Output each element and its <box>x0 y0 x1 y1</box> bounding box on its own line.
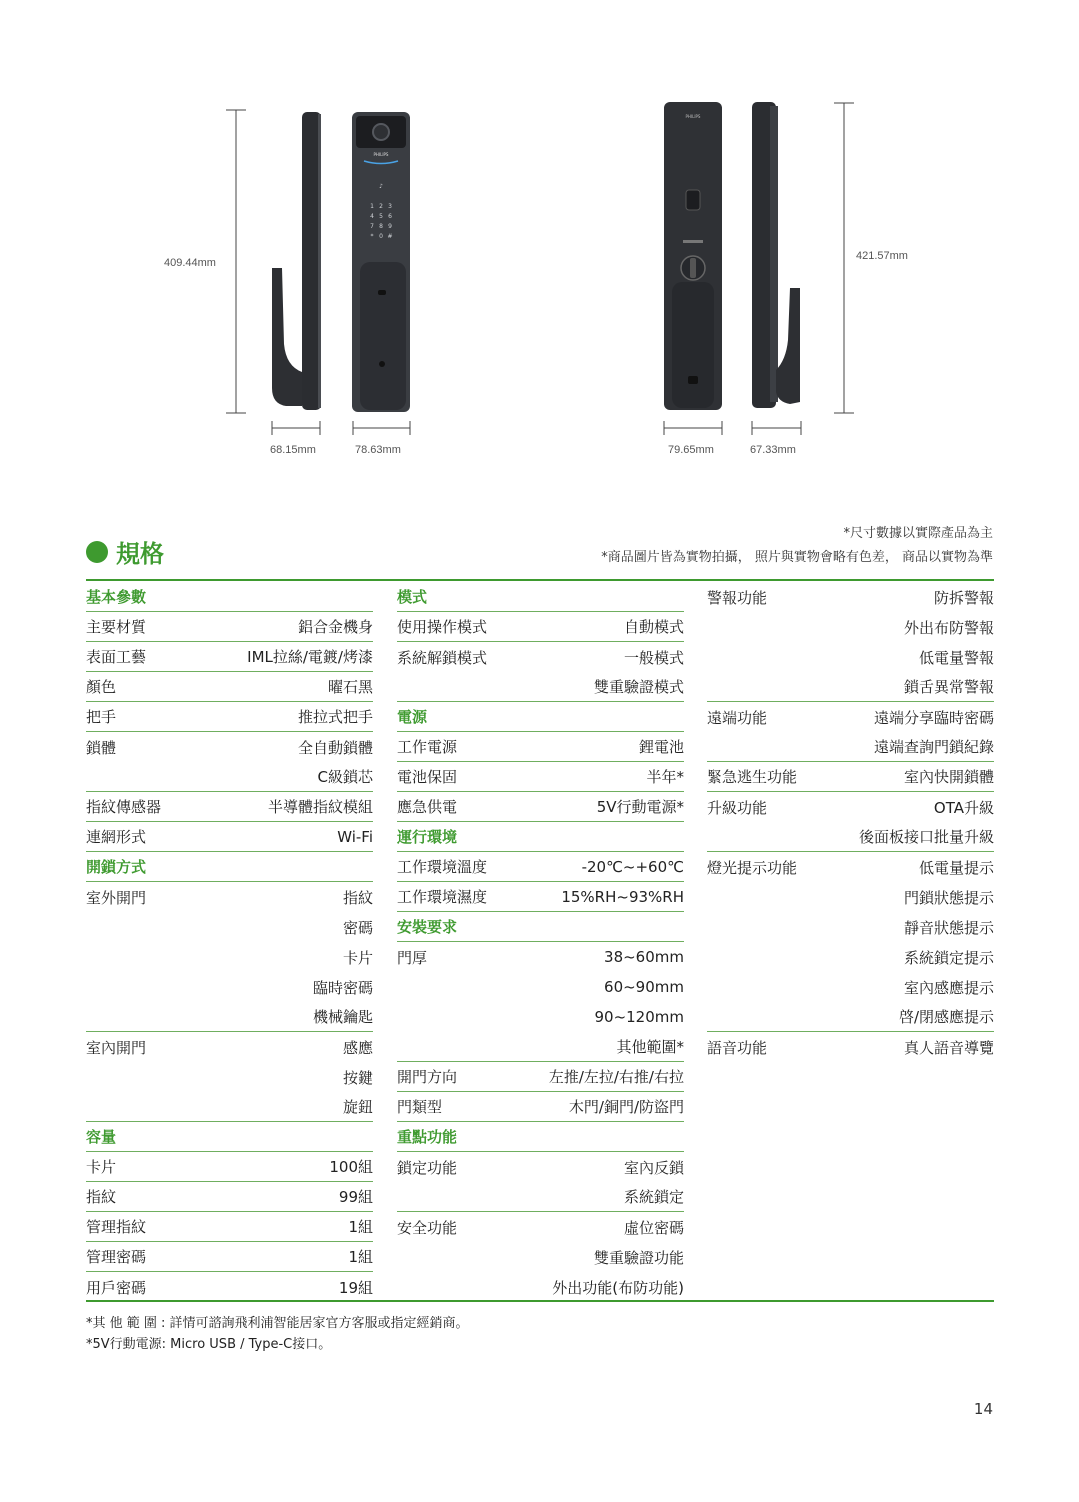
spec-row <box>397 1092 684 1122</box>
spec-label: 系統解鎖模式 <box>397 648 488 667</box>
spec-label: 容量 <box>86 1128 117 1146</box>
spec-row <box>86 1062 373 1092</box>
spec-section-header <box>397 912 684 942</box>
spec-row <box>86 822 373 852</box>
width-dimension-4 <box>752 421 801 435</box>
spec-value: 臨時密碼 <box>312 978 373 997</box>
spec-label: 鎖體 <box>86 738 117 757</box>
spec-row <box>397 732 684 762</box>
svg-text:7: 7 <box>370 223 374 230</box>
spec-section-header <box>86 852 373 882</box>
spec-value: 外出功能(布防功能) <box>552 1278 684 1297</box>
spec-value: 後面板接口批量升級 <box>858 828 994 846</box>
spec-row <box>707 972 994 1002</box>
spec-label: 燈光提示功能 <box>707 858 798 877</box>
width-label-3: 79.65mm <box>668 444 714 456</box>
spec-section-header <box>397 1122 684 1152</box>
spec-label: 模式 <box>397 588 428 606</box>
svg-text:2: 2 <box>379 203 383 210</box>
height-dimension-left <box>226 110 246 413</box>
spec-value: 指紋 <box>342 888 373 907</box>
spec-value: 虛位密碼 <box>623 1218 684 1237</box>
spec-row <box>86 1182 373 1212</box>
spec-label: 室外開門 <box>86 888 147 907</box>
spec-row <box>86 1152 373 1182</box>
spec-value: 1組 <box>348 1218 373 1236</box>
spec-value: 卡片 <box>342 948 373 967</box>
spec-column-3 <box>707 582 994 1062</box>
spec-row <box>86 972 373 1002</box>
spec-value: 99組 <box>338 1188 373 1206</box>
spec-value: 38~60mm <box>604 948 684 966</box>
spec-row <box>397 1152 684 1182</box>
spec-value: 鎖舌異常警報 <box>903 678 994 696</box>
lock-side-view-right <box>752 102 800 408</box>
spec-row <box>707 852 994 882</box>
spec-label: 用戶密碼 <box>86 1278 147 1297</box>
spec-value: 全自動鎖體 <box>297 738 373 757</box>
width-dimension-1 <box>272 421 320 435</box>
spec-label: 表面工藝 <box>86 648 147 666</box>
spec-value: Wi-Fi <box>337 827 373 846</box>
spec-label: 室內開門 <box>86 1038 147 1057</box>
spec-value: 系統鎖定提示 <box>903 948 994 967</box>
spec-row <box>707 612 994 642</box>
spec-column-2 <box>397 582 684 1302</box>
spec-value: 防拆警報 <box>933 588 994 607</box>
spec-value: 自動模式 <box>623 618 684 636</box>
spec-value: 低電量警報 <box>918 648 994 667</box>
spec-value: 半導體指紋模組 <box>267 798 373 816</box>
spec-value: 室內反鎖 <box>623 1158 684 1177</box>
spec-label: 運行環境 <box>397 828 458 846</box>
width-label-2: 78.63mm <box>355 444 401 456</box>
spec-row <box>707 762 994 792</box>
spec-label: 警報功能 <box>707 588 768 607</box>
spec-row <box>397 1212 684 1242</box>
spec-value: 按鍵 <box>342 1068 373 1087</box>
product-illustration <box>0 90 1079 470</box>
spec-value: 推拉式把手 <box>297 708 373 726</box>
spec-label: 遠端功能 <box>707 708 768 727</box>
spec-row <box>86 882 373 912</box>
spec-label: 基本參數 <box>86 588 147 606</box>
lock-side-view-left <box>272 112 321 410</box>
spec-label: 把手 <box>86 708 117 726</box>
spec-label: 顏色 <box>86 678 117 696</box>
spec-value: 19組 <box>338 1278 373 1297</box>
spec-value: 密碼 <box>342 918 373 937</box>
spec-value: 遠端分享臨時密碼 <box>873 708 994 727</box>
spec-value: C級鎖芯 <box>317 768 373 786</box>
spec-value: 5V行動電源* <box>596 798 684 816</box>
svg-text:*: * <box>370 233 374 240</box>
width-label-1: 68.15mm <box>270 444 316 456</box>
spec-row <box>86 642 373 672</box>
spec-row <box>707 702 994 732</box>
spec-value: 室內快開鎖體 <box>903 768 994 786</box>
spec-value: 15%RH~93%RH <box>561 887 684 906</box>
note-dimensions: *尺寸數據以實際產品為主 <box>843 526 993 541</box>
section-heading <box>86 534 164 569</box>
spec-row <box>397 852 684 882</box>
svg-text:0: 0 <box>379 233 383 240</box>
lock-back-view-right <box>664 102 722 410</box>
spec-value: 低電量提示 <box>918 858 994 877</box>
lock-front-view-left <box>352 112 410 412</box>
spec-row <box>86 1272 373 1302</box>
spec-row <box>397 1032 684 1062</box>
spec-row <box>707 942 994 972</box>
spec-section-header <box>397 702 684 732</box>
svg-text:PHILIPS: PHILIPS <box>685 114 701 119</box>
spec-label: 緊急逃生功能 <box>707 768 798 786</box>
svg-text:8: 8 <box>379 223 383 230</box>
spec-row <box>397 972 684 1002</box>
spec-label: 語音功能 <box>707 1038 768 1057</box>
spec-value: 90~120mm <box>594 1008 684 1026</box>
footnote-other-range: *其 他 範 圍 : 詳情可諮詢飛利浦智能居家官方客服或指定經銷商。 <box>86 1316 469 1331</box>
spec-value: 旋鈕 <box>342 1098 373 1116</box>
spec-label: 安裝要求 <box>397 918 458 936</box>
spec-value: 半年* <box>646 768 684 786</box>
spec-label: 管理指紋 <box>86 1218 147 1236</box>
spec-value: 木門/銅門/防盜門 <box>568 1098 684 1116</box>
spec-value: 感應 <box>342 1038 373 1057</box>
spec-row <box>397 1182 684 1212</box>
svg-text:6: 6 <box>388 213 392 220</box>
spec-row <box>86 1092 373 1122</box>
spec-section-header <box>86 582 373 612</box>
svg-text:#: # <box>387 233 393 240</box>
spec-row <box>86 1032 373 1062</box>
spec-value: 系統鎖定 <box>623 1188 684 1206</box>
spec-label: 連網形式 <box>86 828 147 846</box>
spec-row <box>707 882 994 912</box>
note-photos: *商品圖片皆為實物拍攝， 照片與實物會略有色差， 商品以實物為準 <box>601 550 993 565</box>
spec-row <box>707 1002 994 1032</box>
svg-text:♪: ♪ <box>379 183 383 190</box>
spec-value: 鋰電池 <box>638 738 684 756</box>
svg-text:3: 3 <box>388 203 392 210</box>
spec-row <box>397 942 684 972</box>
spec-row <box>707 582 994 612</box>
spec-value: 100組 <box>329 1158 373 1176</box>
spec-label: 工作環境濕度 <box>397 888 488 906</box>
spec-row <box>707 912 994 942</box>
spec-row <box>397 1062 684 1092</box>
spec-label: 卡片 <box>86 1158 117 1176</box>
spec-label: 門厚 <box>397 948 428 967</box>
spec-label: 管理密碼 <box>86 1248 147 1266</box>
height-label-left: 409.44mm <box>164 257 216 269</box>
spec-label: 主要材質 <box>86 618 147 636</box>
spec-label: 開門方向 <box>397 1068 458 1086</box>
spec-label: 工作電源 <box>397 738 458 756</box>
spec-value: 雙重驗證模式 <box>593 678 684 696</box>
spec-value: 雙重驗證功能 <box>593 1248 684 1267</box>
spec-row <box>86 1212 373 1242</box>
svg-text:5: 5 <box>379 213 383 220</box>
spec-row <box>86 942 373 972</box>
spec-value: 鋁合金機身 <box>297 618 373 636</box>
spec-row <box>707 672 994 702</box>
svg-text:1: 1 <box>370 203 374 210</box>
spec-value: 機械鑰匙 <box>312 1008 373 1026</box>
brand-logo-text: PHILIPS <box>373 152 389 157</box>
height-dimension-right <box>834 103 854 413</box>
spec-row <box>397 672 684 702</box>
spec-label: 鎖定功能 <box>397 1158 458 1177</box>
spec-row <box>397 1242 684 1272</box>
spec-label: 指紋傳感器 <box>86 798 162 816</box>
spec-row <box>86 1242 373 1272</box>
spec-row <box>707 732 994 762</box>
spec-label: 電源 <box>397 708 428 726</box>
spec-value: 室內感應提示 <box>903 978 994 997</box>
footnote-power: *5V行動電源: Micro USB / Type-C接口。 <box>86 1337 332 1352</box>
spec-label: 門類型 <box>397 1098 443 1116</box>
spec-row <box>397 642 684 672</box>
spec-row <box>397 612 684 642</box>
spec-label: 安全功能 <box>397 1218 458 1237</box>
svg-text:4: 4 <box>370 213 374 220</box>
spec-label: 使用操作模式 <box>397 618 488 636</box>
spec-value: 左推/左拉/右推/右拉 <box>548 1068 684 1086</box>
spec-row <box>707 822 994 852</box>
spec-row <box>397 1272 684 1302</box>
table-bottom-rule <box>86 1300 994 1302</box>
width-label-4: 67.33mm <box>750 444 796 456</box>
spec-section-header <box>397 822 684 852</box>
spec-label: 指紋 <box>86 1188 117 1206</box>
spec-column-1 <box>86 582 373 1302</box>
spec-value: 曜石黑 <box>327 678 373 696</box>
spec-row <box>86 912 373 942</box>
spec-value: 外出布防警報 <box>903 618 994 637</box>
spec-row <box>707 1032 994 1062</box>
spec-row <box>86 792 373 822</box>
spec-value: 門鎖狀態提示 <box>903 888 994 907</box>
width-dimension-2 <box>353 421 410 435</box>
spec-row <box>86 1002 373 1032</box>
spec-row <box>86 702 373 732</box>
heading-bullet-icon <box>86 541 108 563</box>
spec-label: 電池保固 <box>397 768 458 786</box>
spec-row <box>397 1002 684 1032</box>
spec-value: 60~90mm <box>604 978 684 996</box>
spec-label: 重點功能 <box>397 1128 458 1146</box>
spec-row <box>707 792 994 822</box>
spec-value: -20℃~+60℃ <box>581 857 684 876</box>
spec-label: 開鎖方式 <box>86 858 147 876</box>
spec-row <box>86 612 373 642</box>
spec-row <box>86 762 373 792</box>
spec-section-header <box>397 582 684 612</box>
spec-row <box>397 762 684 792</box>
spec-row <box>397 792 684 822</box>
page-number: 14 <box>973 1400 993 1418</box>
spec-value: 真人語音導覽 <box>903 1038 994 1057</box>
spec-value: 其他範圍* <box>616 1038 684 1056</box>
svg-text:9: 9 <box>388 223 392 230</box>
spec-value: 一般模式 <box>623 648 684 667</box>
spec-value: IML拉絲/電鍍/烤漆 <box>247 648 373 666</box>
spec-value: 遠端查詢門鎖紀錄 <box>873 738 994 756</box>
spec-label: 升級功能 <box>707 798 768 817</box>
spec-section-header <box>86 1122 373 1152</box>
heading-text: 規格 <box>116 540 164 568</box>
spec-row <box>397 882 684 912</box>
spec-label: 應急供電 <box>397 798 458 816</box>
spec-row <box>86 732 373 762</box>
height-label-right: 421.57mm <box>856 250 908 262</box>
spec-row <box>86 672 373 702</box>
spec-value: OTA升級 <box>933 798 994 817</box>
spec-label: 工作環境溫度 <box>397 858 488 876</box>
spec-value: 1組 <box>348 1248 373 1266</box>
spec-row <box>707 642 994 672</box>
width-dimension-3 <box>664 421 722 435</box>
spec-value: 靜音狀態提示 <box>903 918 994 937</box>
spec-value: 啓/閉感應提示 <box>898 1008 994 1026</box>
table-top-rule <box>86 579 994 581</box>
